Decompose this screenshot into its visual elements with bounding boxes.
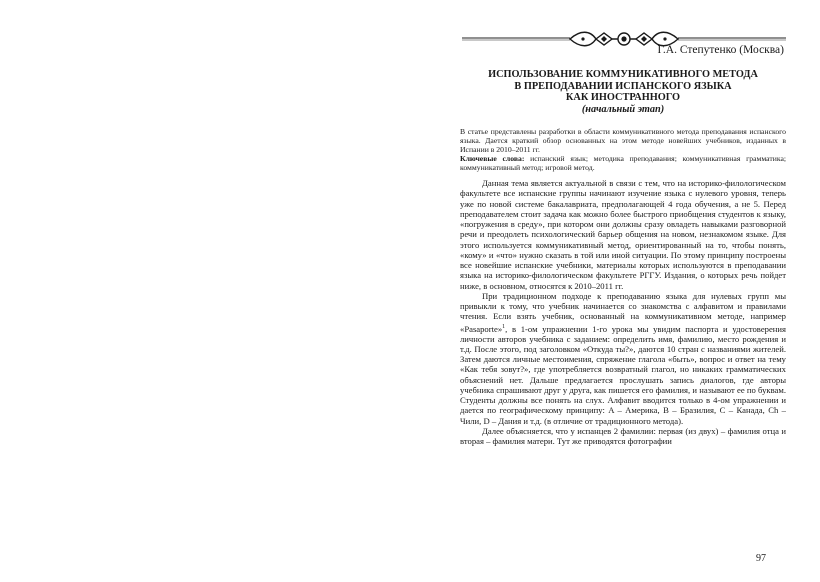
footnote-mark: 1 bbox=[502, 323, 506, 330]
keywords-label: Ключевые слова: bbox=[460, 153, 525, 163]
article-body bbox=[460, 178, 786, 446]
keywords-text: испанский язык; методика преподавания; коммуникативная грамматика; коммуникативный метод; игровой метод. bbox=[460, 153, 787, 172]
keywords-line bbox=[460, 155, 786, 173]
body-paragraph-3: Далее объясняется, что у испанцев 2 фамилии: первая (из двух) – фамилия отца и вторая – фамилия матери. Тут же приводятся фотографии bbox=[460, 425, 786, 447]
body-paragraph-2 bbox=[460, 291, 786, 426]
paragraph-2-part-1: При традиционном подходе к преподаванию языка для нулевых групп мы привыкли к тому, что учебник начинается со знакомства с алфавитом и правилами чтения. Если взять учебник, основанный на коммуникативном методе, например «Pasaporte» bbox=[460, 290, 786, 334]
page-number: 97 bbox=[756, 553, 766, 564]
title-line-3: КАК ИНОСТРАННОГО bbox=[565, 92, 681, 104]
paragraph-2-part-2: , в 1-ом упражнении 1-го урока мы увидим паспорта и удостоверения личности авторов учебника с заданием: определить имя, фамилию, место рождения и т.д. После этого, под заголовком «Откуда ты?», даются 10 стран с названиями жителей. Затем даются личные местоимения, спряжение глагола «быть», вопрос и ответ на тему «Как тебя зовут?», где употребляется возвратный глагол, но никаких грамматических объяснений нет. Дальше предлагается прослушать запись диалогов, где авторы учебника спрашивают друг у друга, как пишется его фамилия, и называют ее по буквам. Студенты должны все понять на слух. Алфавит вводится только в 4-ом упражнении и дается по географическому принципу: A – Америка, B – Бразилия, C – Канада, Ch – Чили, D – Дания и т.д. (в отличие от традиционного метода). bbox=[460, 323, 786, 426]
title-line-2: В ПРЕПОДАВАНИИ ИСПАНСКОГО ЯЗЫКА bbox=[514, 80, 732, 92]
article-title bbox=[452, 69, 794, 115]
running-header-author: Г.А. Степутенко (Москва) bbox=[657, 44, 784, 56]
abstract-block bbox=[460, 128, 786, 173]
body-paragraph-1: Данная тема является актуальной в связи с тем, что на историко-филологическом факультете все испанские группы начинают изучение языка с нулевого уровня, теперь уже по новой системе бакалавриата, предполагающей 4 года обучения, а не 5. Перед преподавателем стоит задача как можно более быстрого приобщения студентов к языку, «погружения в среду», при котором они должны сразу овладеть навыками разговорной речи и преодолеть психологический барьер общения на новом, незнакомом языке. Для этого используется коммуникативный метод, ориентированный на то, чтобы понять, «кому» и «что» нужно сказать в той или иной ситуации. По этому принципу построены все новейшие испанские учебники, материалы которых используются в преподавании языка на историко-филологическом факультете РГГУ. Издания, о которых речь пойдет ниже, в основном, относятся к 2010–2011 гг. bbox=[460, 178, 786, 291]
article-subtitle: (начальный этап) bbox=[581, 103, 665, 115]
title-line-1: ИСПОЛЬЗОВАНИЕ КОММУНИКАТИВНОГО МЕТОДА bbox=[488, 69, 758, 80]
abstract-text: В статье представлены разработки в области коммуникативного метода преподавания испанского языка. Дается краткий обзор основанных на этом методе новейших учебников, изданных в Испании в 2010–2011 гг. bbox=[460, 127, 786, 154]
